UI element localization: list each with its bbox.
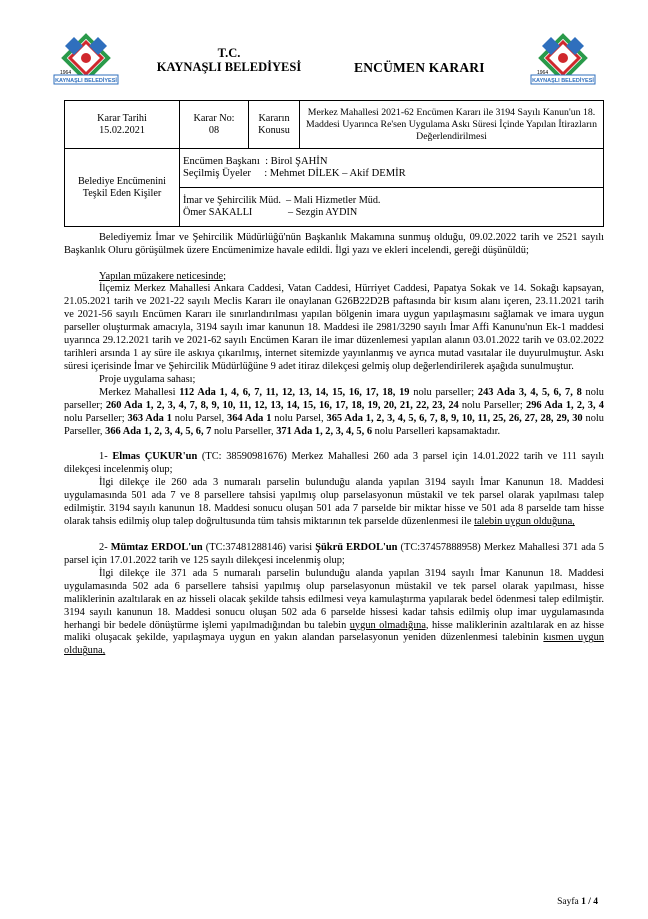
itiraz-1-result: talebin uygun olduğuna, bbox=[474, 516, 575, 528]
decision-meta-table bbox=[64, 100, 604, 227]
mudurluk-line-1: İmar ve Şehircilik Müd. – Mali Hizmetler Müd. bbox=[183, 195, 381, 206]
karar-tarihi-cell bbox=[65, 101, 180, 149]
municipality-logo-right bbox=[527, 33, 599, 95]
itiraz-2-heading: 2- Mümtaz ERDOL'un (TC:37481288146) varisi Şükrü ERDOL'un (TC:37457888958) Merkez Mahallesi 371 ada 5 parsel için 17.01.2022 tarih ve 125 sayılı dilekçesi incelenmiş olup; bbox=[64, 541, 604, 566]
svg-text:KAYNAŞLI BELEDİYESİ: KAYNAŞLI BELEDİYESİ bbox=[532, 78, 594, 84]
konu-label-2: Konusu bbox=[258, 124, 290, 136]
itiraz-1-paragraph: İlgi dilekçe ile 260 ada 3 numaralı parselin bulunduğu alanda yapılan 3194 sayılı İmar Kanunun 18. Maddesi uygulamasında 501 ada 7 ve 8 parsellere tahsisi yapılmış olup parselasyonun müstakil ve tek parsel olarak yapılması talep edilmiştir. 3194 sayılı kanunun 18. Maddesi sonucu oluşan 501 ada 7 parselde bir miktar hisse ve 501 ada 8 parselde tam hisse olarak tahsis edilmiş olup talep doğrultusunda tüm tahsis miktarının tek parselde düzenlenmesi ile talebin uygun olduğuna, bbox=[64, 477, 604, 528]
mudurluk-line-2: Ömer SAKALLI – Sezgin AYDIN bbox=[183, 207, 358, 218]
header-tc: T.C. bbox=[217, 46, 241, 60]
svg-text:KAYNAŞLI BELEDİYESİ: KAYNAŞLI BELEDİYESİ bbox=[55, 78, 117, 84]
konu-label-cell bbox=[249, 101, 300, 149]
page-number: Sayfa 1 / 4 bbox=[557, 897, 598, 907]
karar-no-cell bbox=[180, 101, 249, 149]
karar-no-value: 08 bbox=[208, 124, 220, 136]
muzakere-heading: Yapılan müzakere neticesinde; bbox=[99, 270, 227, 282]
svg-text:1964: 1964 bbox=[537, 70, 549, 76]
parcel-list-paragraph: Merkez Mahallesi 112 Ada 1, 4, 6, 7, 11, 12, 13, 14, 15, 16, 17, 18, 19 nolu parseller; 243 Ada 3, 4, 5, 6, 7, 8 nolu parseller; 260 Ada 1, 2, 3, 4, 7, 8, 9, 10, 11, 12, 13, 14, 15, 16, 17, 18, 19, 20, 21, 22, 23, 24 nolu Parseller; 296 Ada 1, 2, 3, 4 nolu Parseller; 363 Ada 1 nolu Parsel, 364 Ada 1 nolu Parsel, 365 Ada 1, 2, 3, 4, 5, 6, 7, 8, 9, 10, 11, 25, 26, 27, 28, 29, 30 nolu Parseller, 366 Ada 1, 2, 3, 4, 5, 6, 7 nolu Parseller, 371 Ada 1, 2, 3, 4, 5, 6 nolu Parselleri kapsamaktadır. bbox=[64, 387, 604, 437]
itiraz-2-paragraph: İlgi dilekçe ile 371 ada 5 numaralı parselin bulunduğu alanda yapılan 3194 sayılı İmar Kanunun 18. Maddesi uygulamasında 502 ada 6 parsellere tahsisi yapılmış olup parselasyonun müstakil ve tek parsel olarak yapılması, hisse maliklerinin azaltılarak en az hisseli olacak şekilde tahsis edilmesi veya kamulaştırma yapılarak bedel ödenmesi talep edilmiştir. 3194 sayılı kanunun 18. Maddesi sonucu oluşan 502 ada 6 parselde hissesi kadar tahsis edilmiş olup imar uygulamasında herhangi bir bedele dönüştürme işlemi yapılmadığından bu talebin uygun olmadığına, hisse maliklerinin azaltılarak en az hisse maliki oluşacak şekilde, yapılaşmaya uygun en yakın alandan parselasyonun yeniden düzenlenmesi talebinin kısmen uygun olduğuna, bbox=[64, 567, 604, 657]
itiraz-1-heading: 1- Elmas ÇUKUR'un (TC: 38590981676) Merkez Mahallesi 260 ada 3 parsel için 14.01.2022 tarih ve 111 sayılı dilekçesi incelenmiş olup; bbox=[64, 451, 604, 476]
itiraz-2-result-1: uygun olmadığına, bbox=[349, 619, 429, 631]
karar-tarihi-label: Karar Tarihi bbox=[97, 112, 147, 124]
header-municipality: KAYNAŞLI BELEDİYESİ bbox=[156, 60, 302, 74]
intro-paragraph: Belediyemiz İmar ve Şehircilik Müdürlüğü'nün Başkanlık Makamına sunmuş olduğu, 09.02.2022 tarih ve 2521 sayılı Başkanlık Oluru görüşülmek üzere Encümenimize havale edildi. İlgi yazı ve ekleri incelendi, gereği düşünüldü; bbox=[64, 232, 604, 256]
konu-value: Merkez Mahallesi 2021-62 Encümen Kararı ile 3194 Sayılı Kanun'un 18. Maddesi Uyarınca Re'sen Uygulama Askı Süresi İçinde Yapılan İtirazların Değerlendirilmesi bbox=[300, 101, 604, 149]
karar-tarihi-value: 15.02.2021 bbox=[99, 124, 145, 136]
document-title: ENCÜMEN KARARI bbox=[354, 60, 485, 75]
description-paragraph: İlçemiz Merkez Mahallesi Ankara Caddesi, Vatan Caddesi, Hürriyet Caddesi, Papatya Sokak ve 14. Sokağı kapsayan, 21.05.2021 tarih ve 2021-22 sayılı Meclis Kararı ile onaylanan G26B22D2B paftasında bir kısım alanı içeren, 23.11.2021 tarih ve 2021-56 sayılı Encümen Kararı ile sınırlandırılması yapılan bölgenin imara uygun yapılaşmasını sağlamak ve imara uygun parseller oluşturmak amacıyla, 3194 sayılı imar kanunun 18. Maddesi ile 2981/3290 sayılı İmar Affi Kanunu'nun Ek-1 maddesi uyarınca 29.12.2021 tarih ve 2021-62 sayılı Encümen Kararı ile imar düzenlemesi yapılan alanın 03.01.2022 tarih ve 03.02.2022 tarihleri arsında 1 ay süre ile askıya çıkarılmış, internet sitemizde yayınlanmış ve ayrıca mutad vasıtalar ile duyurulmuştur. Askı süresi içerisinde İmar ve Şehircilik Müdürlüğüne 9 adet itiraz dilekçesi gelmiş olup değerlendirilerek aşağıda sunulmuştur. bbox=[64, 283, 604, 373]
teskil-label-cell bbox=[65, 149, 180, 227]
itiraz-2-result-2: kısmen uygun olduğuna, bbox=[64, 632, 604, 657]
karar-no-label: Karar No: bbox=[193, 112, 235, 124]
konu-label-1: Kararın bbox=[258, 112, 290, 124]
teskil-label-1: Belediye Encümenini bbox=[78, 175, 166, 187]
decision-body bbox=[64, 232, 604, 658]
secilmis-uyeler: Seçilmiş Üyeler : Mehmet DİLEK – Akif DEMİR bbox=[183, 168, 406, 179]
encumen-baskani: Encümen Başkanı : Birol ŞAHİN bbox=[183, 156, 328, 167]
mudurler-cell bbox=[180, 188, 604, 227]
proje-heading: Proje uygulama sahası; bbox=[99, 374, 196, 386]
header-institution bbox=[154, 46, 304, 74]
svg-text:1964: 1964 bbox=[60, 70, 72, 76]
municipality-logo-left bbox=[50, 33, 122, 95]
baskan-uyeler-cell bbox=[180, 149, 604, 188]
teskil-label-2: Teşkil Eden Kişiler bbox=[82, 187, 162, 199]
